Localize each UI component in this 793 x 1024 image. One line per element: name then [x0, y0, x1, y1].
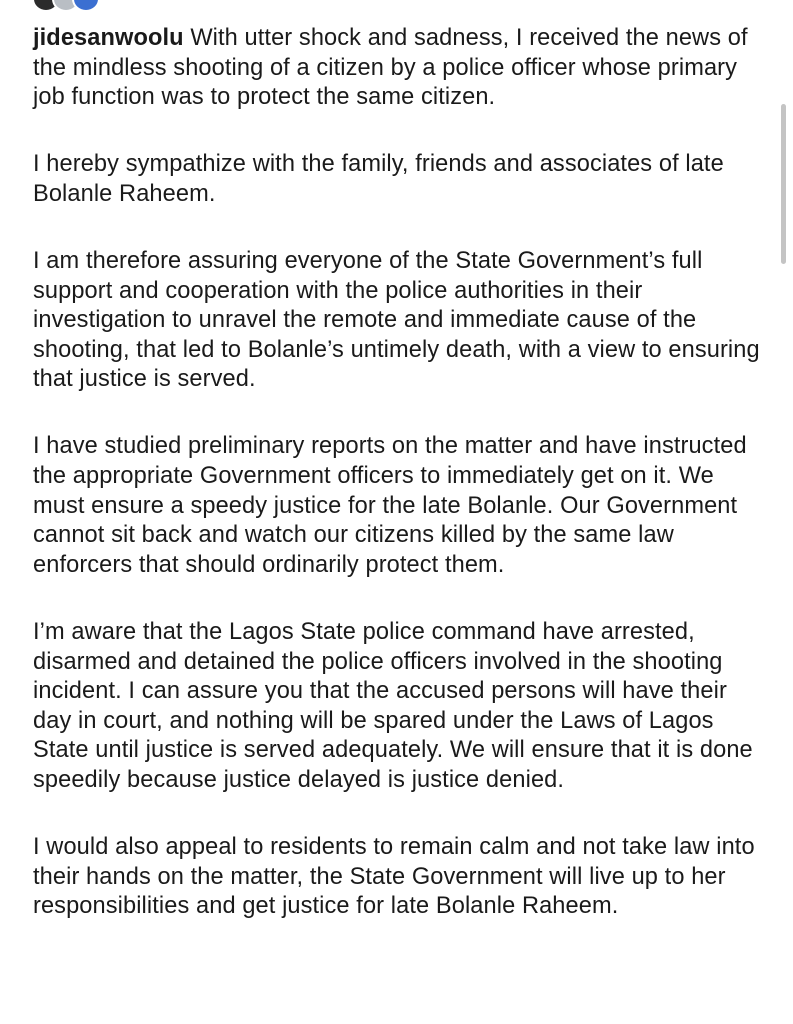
caption-paragraph: I would also appeal to residents to remain calm and not take law into their hands on the matter, the State Government will live up to her responsibilities and get justice for late Bolanle Raheem.	[33, 833, 755, 920]
post-username[interactable]: jidesanwoolu	[33, 25, 184, 51]
caption-paragraph: I am therefore assuring everyone of the State Government’s full support and cooperation with the police authorities in their investigation to unravel the remote and immediate cause of the shooting, that led to Bolanle’s untimely death, with a view to ensuring that justice is served.	[33, 247, 760, 393]
caption-text: With utter shock and sadness, I received the news of the mindless shooting of a citizen by a police officer whose primary job function was to protect the same citizen.	[33, 25, 748, 111]
caption-paragraph: I hereby sympathize with the family, friends and associates of late Bolanle Raheem.	[33, 151, 724, 207]
caption-paragraph: I’m aware that the Lagos State police command have arrested, disarmed and detained the police officers involved in the shooting incident. I can assure you that the accused persons will have their day in court, and nothing will be spared under the Laws of Lagos State until justice is served adequately. We will ensure that it is done speedily because justice delayed is justice denied.	[33, 618, 753, 793]
post-caption	[33, 24, 768, 922]
caption-paragraph: I have studied preliminary reports on the matter and have instructed the appropriate Government officers to immediately get on it. We must ensure a speedy justice for the late Bolanle. Our Government cannot sit back and watch our citizens killed by the same law enforcers that should ordinarily protect them.	[33, 433, 747, 578]
scrollbar[interactable]	[781, 104, 786, 264]
avatar[interactable]	[72, 0, 100, 12]
liked-by-row	[0, 0, 793, 12]
caption-paragraph	[33, 24, 768, 113]
